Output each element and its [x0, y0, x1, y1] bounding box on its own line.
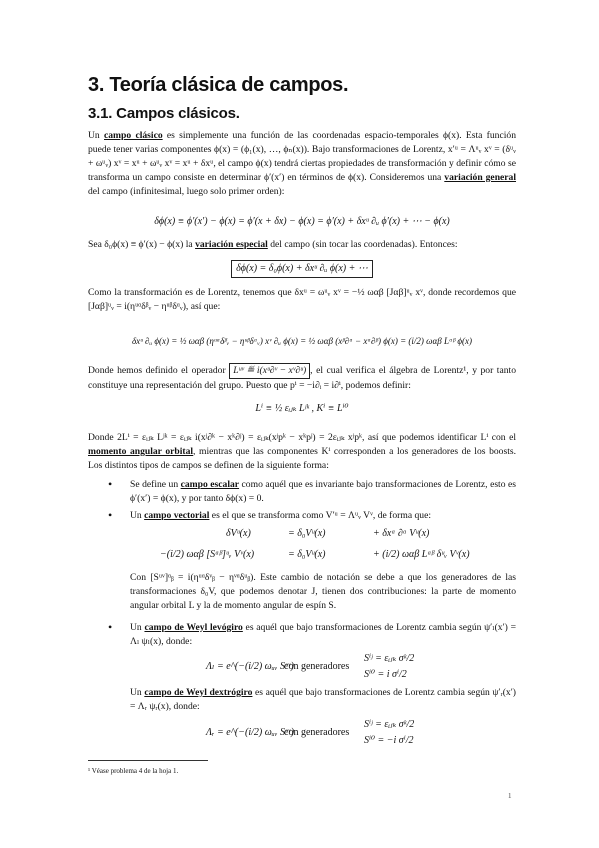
footnote-divider	[88, 760, 208, 761]
weyl-right-gen-1: Sⁱʲ = εᵢⱼₖ σᵏ/2	[364, 719, 415, 730]
paragraph-special-variation	[88, 238, 516, 252]
section-title: 3.1. Campos clásicos.	[88, 105, 240, 122]
text: como aquél que es invariante bajo transformaciones de Lorentz, esto es ϕ′(x′) = ϕ(x), y por tanto δϕ(x) = 0.	[130, 479, 516, 504]
term-weyl-levogiro: campo de Weyl levógiro	[144, 622, 243, 633]
text: , mientras que las componentes Kⁱ corresponden a los generadores de los boosts. Los distintos tipos de campos se definen de la siguiente forma:	[88, 446, 516, 471]
vector-eq-right-1: + δxᵅ ∂ᵅ Vᵘ(x)	[373, 528, 430, 539]
weyl-left-lambda: Λₗ = e^(−(i/2) ωᵤᵥ Sᵘᵛ)	[206, 661, 295, 672]
text: es simplemente una función de las coordenadas espacio-temporales ϕ(x). Esta función puede tener varias componentes ϕ(x) = (ϕ₁(x), …, ϕₙ(x)). Bajo transformaciones de Lorentz, x′ᵘ = Λᵘᵥ xᵛ = (δᵘᵥ + ωᵘᵥ) xᵛ = xᵘ + ωᵘᵥ xᵛ = xᵘ + δxᵘ, el campo ϕ(x) tendrá ciertas propiedades de transformación y definir cómo se transforma un campo consiste en determinar ϕ′(x′) en términos de ϕ(x). Consideremos una	[88, 130, 516, 183]
page-number: 1	[508, 792, 512, 800]
term-momento-angular-orbital: momento angular orbital	[88, 446, 194, 457]
text: Sea δ₀ϕ(x) ≡ ϕ′(x) − ϕ(x) la	[88, 239, 196, 250]
paragraph-intro	[88, 129, 516, 199]
vector-eq-left-1: δVᵘ(x)	[226, 528, 251, 539]
paragraph-operator	[88, 363, 516, 393]
term-variacion-especial: variación especial	[195, 239, 268, 250]
equation-box-1	[88, 260, 516, 278]
paragraph-lorentz: Como la transformación es de Lorentz, tenemos que δxᵘ = ωᵘᵥ xᵛ = −½ ωαβ [Jαβ]ᵘᵥ xᵛ, donde recordemos que [Jαβ]ᵘᵥ = i(ηᵘᵅδᵝᵥ − ηᵘᵝδᵅᵥ), así que:	[88, 287, 516, 312]
boxed-operator: Lᵘᵛ ≝ i(xᵘ∂ᵛ − xᵛ∂ᵘ)	[229, 363, 310, 379]
text: Se define un	[130, 479, 181, 490]
bullet-icon: •	[108, 508, 113, 522]
list-item-weyl-left	[130, 621, 516, 649]
bullet-icon: •	[108, 620, 113, 634]
weyl-left-gen-2: Sⁱ⁰ = i σⁱ/2	[364, 669, 407, 680]
vector-eq-left-2: −(i/2) ωαβ [Sᵅᵝ]ᵘᵥ Vᵛ(x)	[160, 549, 255, 560]
weyl-right-label: con generadores	[284, 727, 350, 738]
list-item-weyl-right	[130, 686, 516, 714]
text: Donde 2Lⁱ = εᵢⱼₖ Lʲᵏ = εᵢⱼₖ i(xʲ∂ᵏ − xᵏ∂ʲ) = εᵢⱼₖ(xʲpᵏ − xᵏpʲ) = 2εᵢⱼₖ xʲpᵏ, así que podemos identificar Lⁱ con el	[88, 432, 516, 443]
text: Un	[130, 622, 145, 633]
list-item-scalar	[130, 478, 516, 506]
equation-generators: Lⁱ ≡ ½ εᵢⱼₖ Lʲᵏ , Kⁱ ≡ Lⁱ⁰	[255, 403, 349, 414]
text: Un	[130, 687, 145, 698]
vector-eq-right-2: + (i/2) ωαβ Lᵅᵝ δᵘᵥ Vᵛ(x)	[373, 549, 470, 560]
weyl-left-gen-1: Sⁱʲ = εᵢⱼₖ σᵏ/2	[364, 653, 415, 664]
bullet-icon: •	[108, 477, 113, 491]
weyl-left-label: con generadores	[284, 661, 350, 672]
text: es el que se transforma como V′ᵘ = Λᵘᵥ Vᵛ, de forma que:	[209, 510, 431, 521]
boxed-equation: δϕ(x) = δ₀ϕ(x) + δxᵘ ∂ᵤ ϕ(x) + ⋯	[231, 260, 373, 278]
text: Un	[88, 130, 104, 141]
text: Donde hemos definido el operador	[88, 365, 230, 376]
equation-general-variation: δϕ(x) ≡ ϕ′(x′) − ϕ(x) = ϕ′(x + δx) − ϕ(x) = ϕ′(x) + δxᵘ ∂ᵤ ϕ′(x) + ⋯ − ϕ(x)	[154, 216, 450, 227]
term-campo-escalar: campo escalar	[180, 479, 240, 490]
equation-orbital: δxᵘ ∂ᵤ ϕ(x) = ½ ωαβ (ηᵘᵅδᵝᵥ − ηᵘᵝδᵅᵥ) xᵛ ∂ᵤ ϕ(x) = ½ ωαβ (xᵝ∂ᵅ − xᵅ∂ᵝ) ϕ(x) = (i/2) ωαβ Lᵅᵝ ϕ(x)	[131, 336, 473, 346]
paragraph-spin-notation: Con [Sᵘᵛ]ᵅᵦ = i(ηᵘᵅδᵛᵦ − ηᵛᵅδᵘᵦ). Este cambio de notación se debe a que los generadores de las transformaciones δ₀V, que podemos denotar J, tienen dos contribuciones: la parte de momento angular orbital L y la de momento angular de espín S.	[130, 572, 516, 611]
text: , el cual verifica el álgebra de Lorentz¹, y por tanto constituye una representación del grupo. Puesto que pⁱ = −i∂ᵢ = i∂ⁱ, podemos definir:	[88, 365, 516, 391]
vector-eq-mid-1: = δ₀Vᵘ(x)	[288, 528, 326, 539]
weyl-right-lambda: Λᵣ = e^(−(i/2) ωᵤᵥ Sᵘᵛ)	[206, 727, 295, 738]
vector-eq-mid-2: = δ₀Vᵘ(x)	[288, 549, 326, 560]
weyl-right-gen-2: Sⁱ⁰ = −i σⁱ/2	[364, 735, 414, 746]
term-campo-vectorial: campo vectorial	[144, 510, 210, 521]
text: del campo (infinitesimal, luego solo primer orden):	[88, 186, 285, 197]
text: es aquél que bajo transformaciones de Lorentz cambia según ψ′ₗ(x′) = Λₗ ψₗ(x), donde:	[130, 622, 516, 647]
text: del campo (sin tocar las coordenadas). Entonces:	[267, 239, 458, 250]
term-weyl-dextrogiro: campo de Weyl dextrógiro	[144, 687, 253, 698]
footnote: ¹ Véase problema 4 de la hoja 1.	[88, 767, 179, 775]
list-item-vector	[130, 509, 516, 523]
term-campo-clasico: campo clásico	[104, 130, 163, 141]
term-variacion-general: variación general	[444, 172, 517, 183]
paragraph-angular-momentum	[88, 431, 516, 473]
text: es aquél que bajo transformaciones de Lorentz cambia según ψ′ᵣ(x′) = Λᵣ ψᵣ(x), donde:	[130, 687, 517, 712]
chapter-title: 3. Teoría clásica de campos.	[88, 74, 349, 96]
text: Un	[130, 510, 145, 521]
